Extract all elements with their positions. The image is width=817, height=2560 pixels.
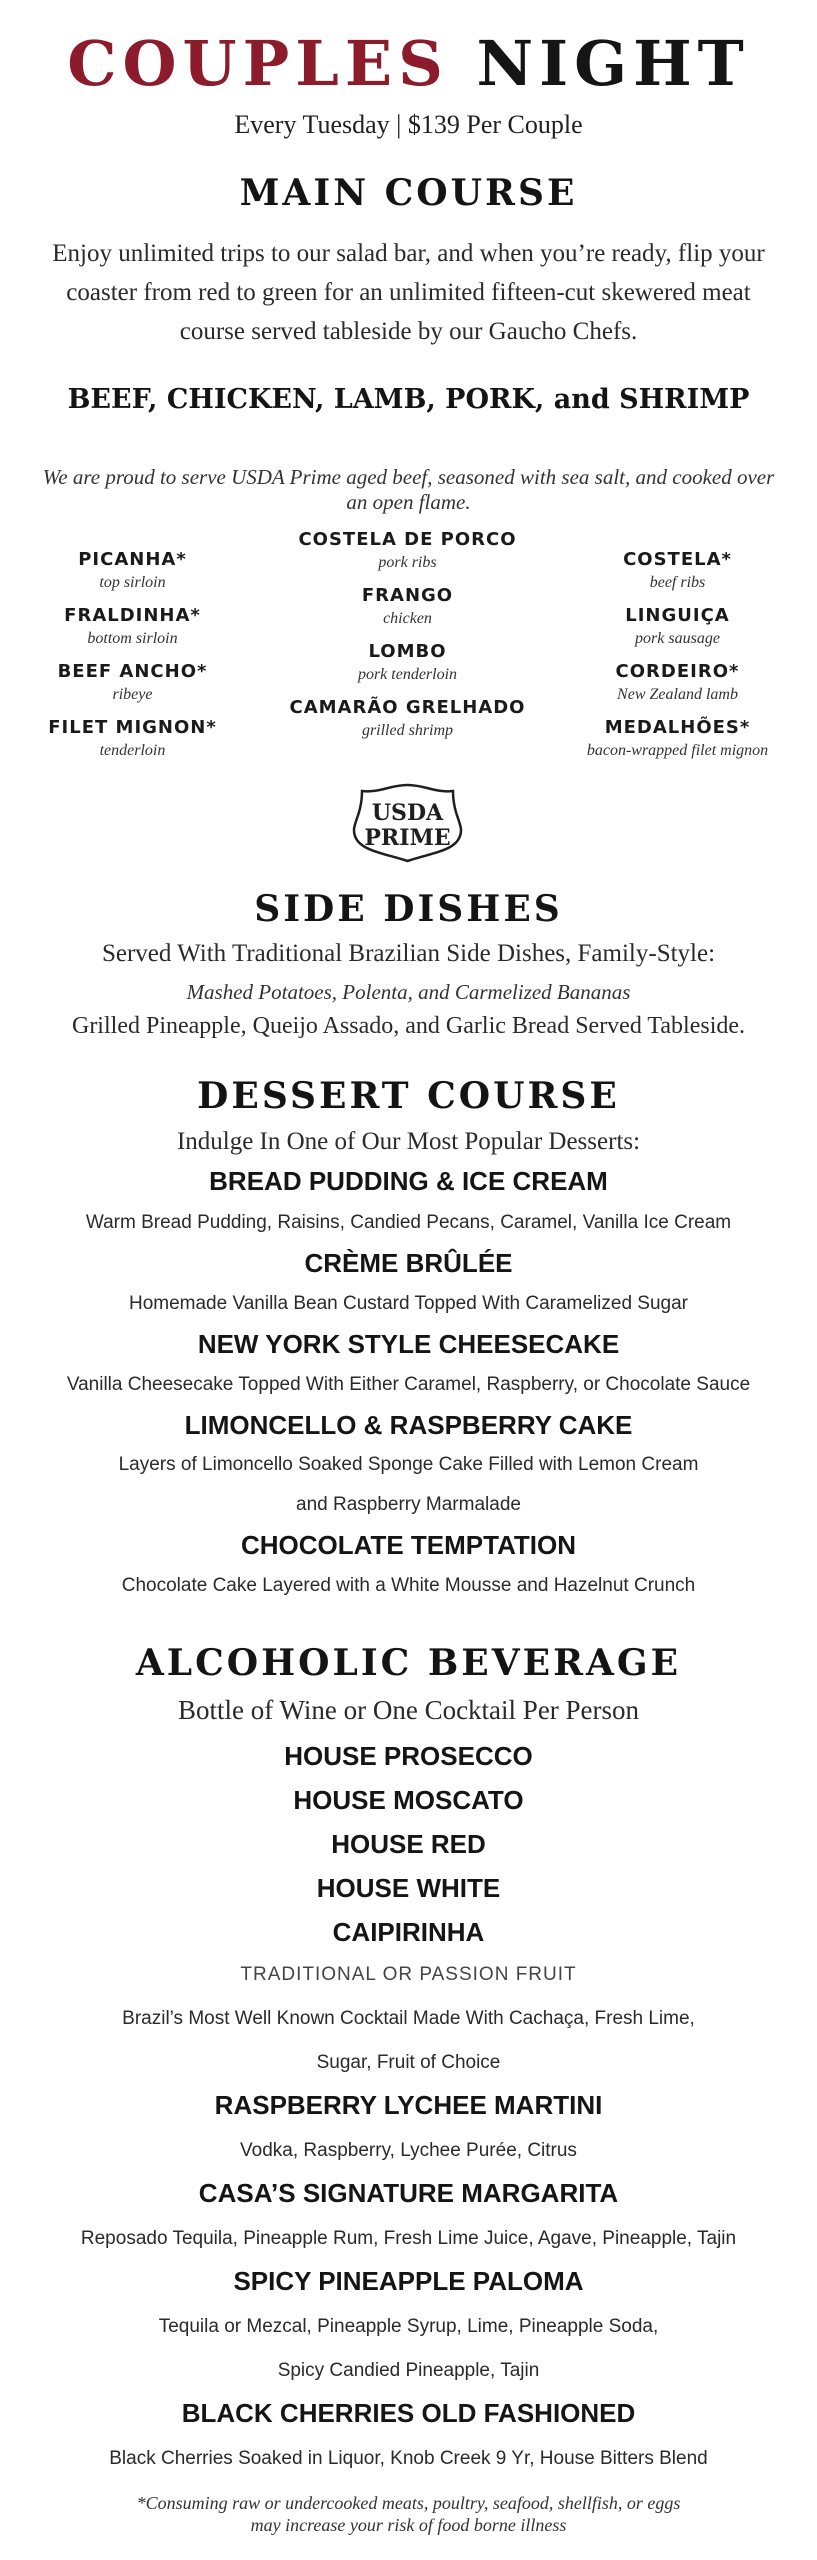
meat-name: FRALDINHA* [64, 605, 201, 626]
cocktail-desc: Tequila or Mezcal, Pineapple Syrup, Lime, Pineapple Soda, [158, 2316, 659, 2337]
meat-desc: pork sausage [635, 630, 720, 647]
dessert-item-desc: Vanilla Cheesecake Topped With Either Caramel, Raspberry, or Chocolate Sauce [66, 1374, 751, 1395]
meat-name: PICANHA* [78, 549, 187, 570]
title-night: NIGHT [476, 27, 750, 100]
subtitle: Every Tuesday | $139 Per Couple [234, 110, 583, 139]
main-course-description: Enjoy unlimited trips to our salad bar, and when you’re ready, flip your coaster from red to green for an unlimited fifteen-cut skewered meat course served tableside by our Gaucho Chefs. [52, 240, 765, 345]
badge-line1: USDA [371, 800, 444, 826]
meat-item [265, 528, 550, 574]
side-dishes-heading: SIDE DISHES [254, 888, 563, 930]
meat-name: CORDEIRO* [615, 661, 740, 682]
dessert-intro: Indulge In One of Our Most Popular Desserts: [176, 1128, 641, 1155]
meat-desc: beef ribs [649, 574, 706, 591]
beverage-heading: ALCOHOLIC BEVERAGE [135, 1642, 682, 1684]
meats-heading: BEEF, CHICKEN, LAMB, PORK, and SHRIMP [67, 384, 750, 415]
meat-name: FILET MIGNON* [48, 717, 217, 738]
wine-item: HOUSE RED [331, 1829, 486, 1859]
side-dishes-line2: Mashed Potatoes, Polenta, and Carmelized Bananas [186, 980, 631, 1004]
title-couples: COUPLES [67, 27, 449, 100]
meat-desc: tenderloin [99, 742, 166, 759]
meat-item [265, 696, 550, 742]
footer-disclaimer-line1: *Consuming raw or undercooked meats, poultry, seafood, shellfish, or eggs [136, 2493, 681, 2513]
meat-desc: New Zealand lamb [617, 686, 738, 703]
meat-desc: top sirloin [99, 574, 166, 591]
dessert-item-name: CHOCOLATE TEMPTATION [240, 1530, 577, 1560]
meat-desc: bacon-wrapped filet mignon [586, 742, 769, 759]
main-course-heading: MAIN COURSE [239, 172, 578, 214]
meats-left-column [20, 548, 245, 772]
badge-line2: PRIME [364, 825, 451, 851]
dessert-item-name: LIMONCELLO & RASPBERRY CAKE [184, 1410, 633, 1440]
meat-name: LINGUIÇA [625, 605, 730, 626]
side-dishes-line1: Served With Traditional Brazilian Side Dishes, Family-Style: [101, 940, 716, 967]
wine-item: HOUSE WHITE [316, 1873, 501, 1903]
usda-prime-badge [350, 782, 465, 864]
page-title [0, 28, 817, 100]
meats-center-column [265, 528, 550, 752]
meat-name: FRANGO [361, 585, 454, 606]
caipirinha-desc: Brazil’s Most Well Known Cocktail Made With Cachaça, Fresh Lime, [122, 2008, 695, 2029]
dessert-item-name: BREAD PUDDING & ICE CREAM [209, 1166, 608, 1196]
meat-item [20, 660, 245, 706]
dessert-item-desc: Chocolate Cake Layered with a White Mousse and Hazelnut Crunch [121, 1575, 696, 1596]
dessert-item-desc: Layers of Limoncello Soaked Sponge Cake Filled with Lemon Cream [118, 1454, 699, 1475]
meat-item [265, 640, 550, 686]
cocktail-name: BLACK CHERRIES OLD FASHIONED [181, 2398, 636, 2428]
meat-item [20, 548, 245, 594]
meat-name: COSTELA* [623, 549, 732, 570]
meat-name: COSTELA DE PORCO [298, 529, 517, 550]
meat-item [555, 548, 800, 594]
meat-desc: ribeye [112, 686, 153, 703]
cocktail-name: RASPBERRY LYCHEE MARTINI [214, 2090, 603, 2120]
cocktail-desc: Black Cherries Soaked in Liquor, Knob Creek 9 Yr, House Bitters Blend [109, 2448, 708, 2469]
dessert-item-desc: and Raspberry Marmalade [296, 1494, 521, 1515]
meat-desc: pork tenderloin [357, 666, 458, 683]
wine-item: HOUSE PROSECCO [284, 1741, 533, 1771]
meat-item [555, 604, 800, 650]
meats-right-column [555, 548, 800, 772]
cocktail-desc: Spicy Candied Pineapple, Tajin [277, 2360, 540, 2381]
footer-disclaimer-line2: may increase your risk of food borne illness [250, 2515, 567, 2535]
caipirinha-options: TRADITIONAL OR PASSION FRUIT [240, 1964, 577, 1985]
meat-item [20, 604, 245, 650]
meats-intro: We are proud to serve USDA Prime aged beef, seasoned with sea salt, and cooked over an open flame. [42, 465, 775, 514]
side-dishes-line3: Grilled Pineapple, Queijo Assado, and Garlic Bread Served Tableside. [71, 1013, 746, 1039]
cocktail-desc: Vodka, Raspberry, Lychee Purée, Citrus [240, 2140, 577, 2161]
dessert-item-name: NEW YORK STYLE CHEESECAKE [197, 1329, 620, 1359]
cocktail-name: CASA’S SIGNATURE MARGARITA [198, 2178, 619, 2208]
dessert-item-desc: Homemade Vanilla Bean Custard Topped With Caramelized Sugar [128, 1293, 689, 1314]
wine-item: HOUSE MOSCATO [293, 1785, 524, 1815]
dessert-heading: DESSERT COURSE [197, 1075, 620, 1117]
meat-name: MEDALHÕES* [604, 717, 751, 738]
meat-item [555, 660, 800, 706]
meat-desc: chicken [383, 610, 432, 627]
cocktail-name: SPICY PINEAPPLE PALOMA [233, 2266, 584, 2296]
cocktail-desc: Reposado Tequila, Pineapple Rum, Fresh Lime Juice, Agave, Pineapple, Tajin [80, 2228, 737, 2249]
beverage-intro: Bottle of Wine or One Cocktail Per Person [177, 1695, 640, 1725]
wine-item: CAIPIRINHA [332, 1917, 485, 1947]
meat-item [20, 716, 245, 762]
meat-item [555, 716, 800, 762]
meat-desc: bottom sirloin [87, 630, 178, 647]
dessert-item-name: CRÈME BRÛLÉE [304, 1248, 513, 1278]
dessert-item-desc: Warm Bread Pudding, Raisins, Candied Pecans, Caramel, Vanilla Ice Cream [85, 1212, 732, 1233]
meat-desc: grilled shrimp [361, 722, 454, 739]
meat-item [265, 584, 550, 630]
caipirinha-desc: Sugar, Fruit of Choice [316, 2052, 501, 2073]
meat-name: LOMBO [368, 641, 447, 662]
meat-name: BEEF ANCHO* [57, 661, 208, 682]
meat-desc: pork ribs [378, 554, 437, 571]
meat-name: CAMARÃO GRELHADO [289, 697, 526, 718]
